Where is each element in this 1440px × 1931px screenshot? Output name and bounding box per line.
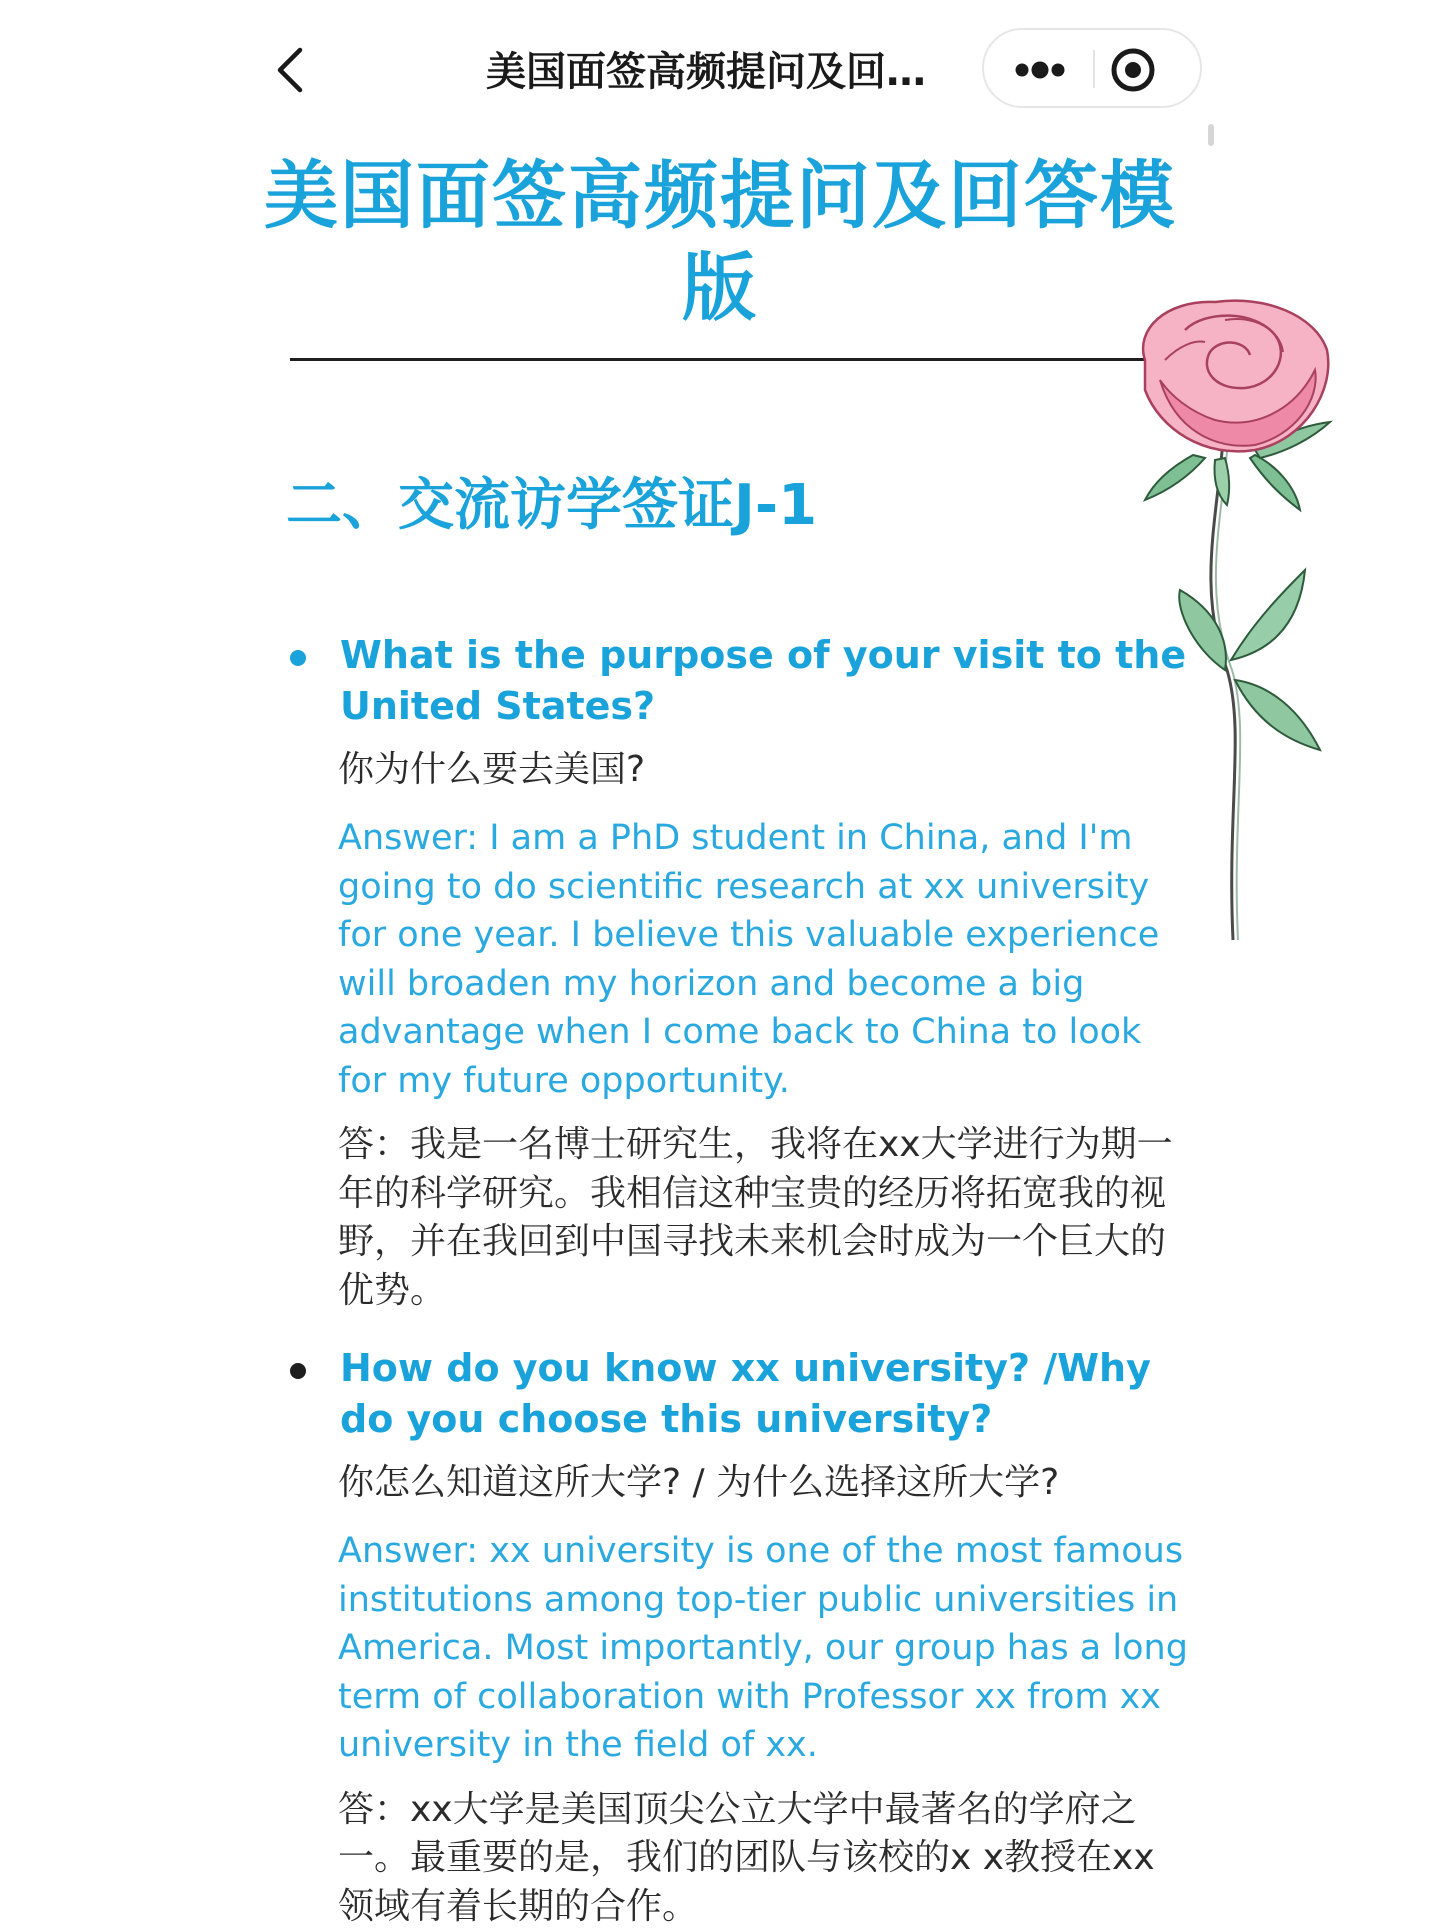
scrollbar-thumb[interactable] — [1208, 124, 1214, 146]
bullet-dot — [290, 650, 306, 666]
mini-program-capsule — [982, 28, 1202, 108]
title-divider — [290, 358, 1150, 361]
question-en: What is the purpose of your visit to the United States? — [340, 630, 1190, 732]
nav-title: 美国面签高频提问及回… — [486, 44, 986, 100]
back-button[interactable] — [268, 44, 314, 96]
qa-item-1 — [290, 630, 1190, 1315]
qa-item-2 — [290, 1343, 1190, 1931]
question-cn: 你怎么知道这所大学? / 为什么选择这所大学? — [338, 1457, 1190, 1509]
answer-en: Answer: xx university is one of the most famous institutions among top-tier public universities in America. Most importantly, our group has a long term of collaboration with Professor xx from xx university in the field of xx. — [338, 1527, 1190, 1770]
more-dots-icon — [984, 30, 1092, 106]
question-en: How do you know xx university? /Why do you choose this university? — [340, 1343, 1190, 1445]
chevron-left-icon — [268, 44, 314, 96]
close-button[interactable] — [1096, 30, 1200, 106]
answer-en: Answer: I am a PhD student in China, and I'm going to do scientific research at xx university for one year. I believe this valuable experience will broaden my horizon and become a big advantage when I come back to China to look for my future opportunity. — [338, 814, 1190, 1105]
top-nav-bar — [0, 0, 1440, 140]
section-heading: 二、交流访学签证J-1 — [286, 470, 817, 542]
capsule-divider — [1093, 50, 1095, 88]
bullet-dot — [290, 1363, 306, 1379]
article-title: 美国面签高频提问及回答模版 — [250, 150, 1190, 334]
target-close-icon — [1096, 30, 1200, 106]
more-button[interactable] — [984, 30, 1092, 106]
answer-cn: 答：xx大学是美国顶尖公立大学中最著名的学府之一。最重要的是，我们的团队与该校的x x教授在xx领域有着长期的合作。 — [338, 1786, 1190, 1931]
answer-cn: 答：我是一名博士研究生，我将在xx大学进行为期一年的科学研究。我相信这种宝贵的经历将拓宽我的视野，并在我回到中国寻找未来机会时成为一个巨大的优势。 — [338, 1121, 1190, 1315]
question-cn: 你为什么要去美国? — [338, 744, 1190, 796]
